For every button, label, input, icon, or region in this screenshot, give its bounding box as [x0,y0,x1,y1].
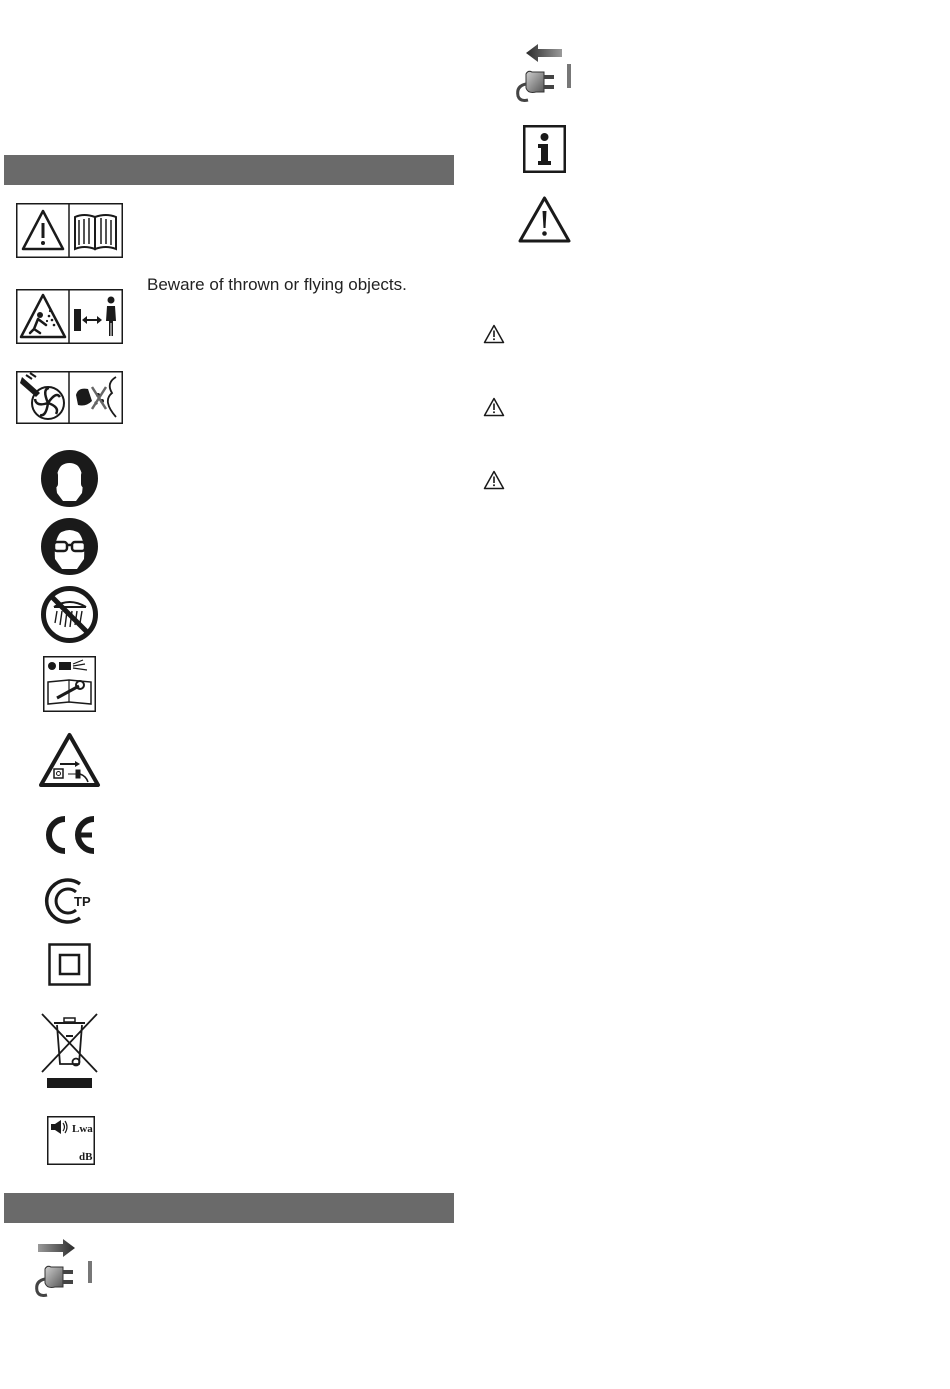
double-insulation-icon [48,943,91,986]
warning-triangle-large-icon [517,195,572,244]
noise-level-icon [47,1116,95,1165]
weee-bin-icon [40,1012,99,1090]
warning-symbol-large [517,195,572,244]
thrown-objects-caption: Beware of thrown or flying objects. [147,275,407,294]
plug-in-icon [33,1237,97,1299]
eye-protection-symbol [40,517,99,576]
warning-icon-small-2 [483,397,505,417]
thrown-objects-symbol [16,289,123,344]
ear-protection-symbol [40,449,99,508]
maintenance-manual-icon [43,656,96,712]
unplug-warning-symbol [38,732,101,788]
maintenance-manual-symbol [43,656,96,712]
eac-mark-text: TP [74,894,91,909]
unplug-warning-icon [38,732,101,788]
warning-small-icon [483,324,505,344]
section-header-bar-top [4,155,454,185]
warning-read-manual-symbol [16,203,123,258]
warning-small-icon [483,470,505,490]
eac-mark-icon [44,876,96,926]
ear-protection-icon [40,449,99,508]
warning-icon-small-1 [483,324,505,344]
plug-in-symbol [33,1237,97,1299]
noise-lwa-label: Lwa [72,1123,93,1135]
noise-level-symbol [47,1116,95,1165]
no-rain-symbol [40,585,99,644]
no-rain-icon [40,585,99,644]
unplug-icon [512,42,576,104]
warning-small-icon [483,397,505,417]
ce-mark-icon [41,814,98,856]
warning-icon-small-3 [483,470,505,490]
double-insulation-symbol [48,943,91,986]
section-header-bar-bottom [4,1193,454,1223]
eye-protection-icon [40,517,99,576]
unplug-symbol [512,42,576,104]
info-icon [523,125,566,173]
weee-bin-symbol [40,1012,99,1090]
ce-mark-symbol [41,814,98,856]
eac-mark-symbol [44,876,96,926]
noise-db-label: dB [79,1151,93,1163]
rotating-blades-symbol [16,371,123,424]
info-symbol [523,125,566,173]
